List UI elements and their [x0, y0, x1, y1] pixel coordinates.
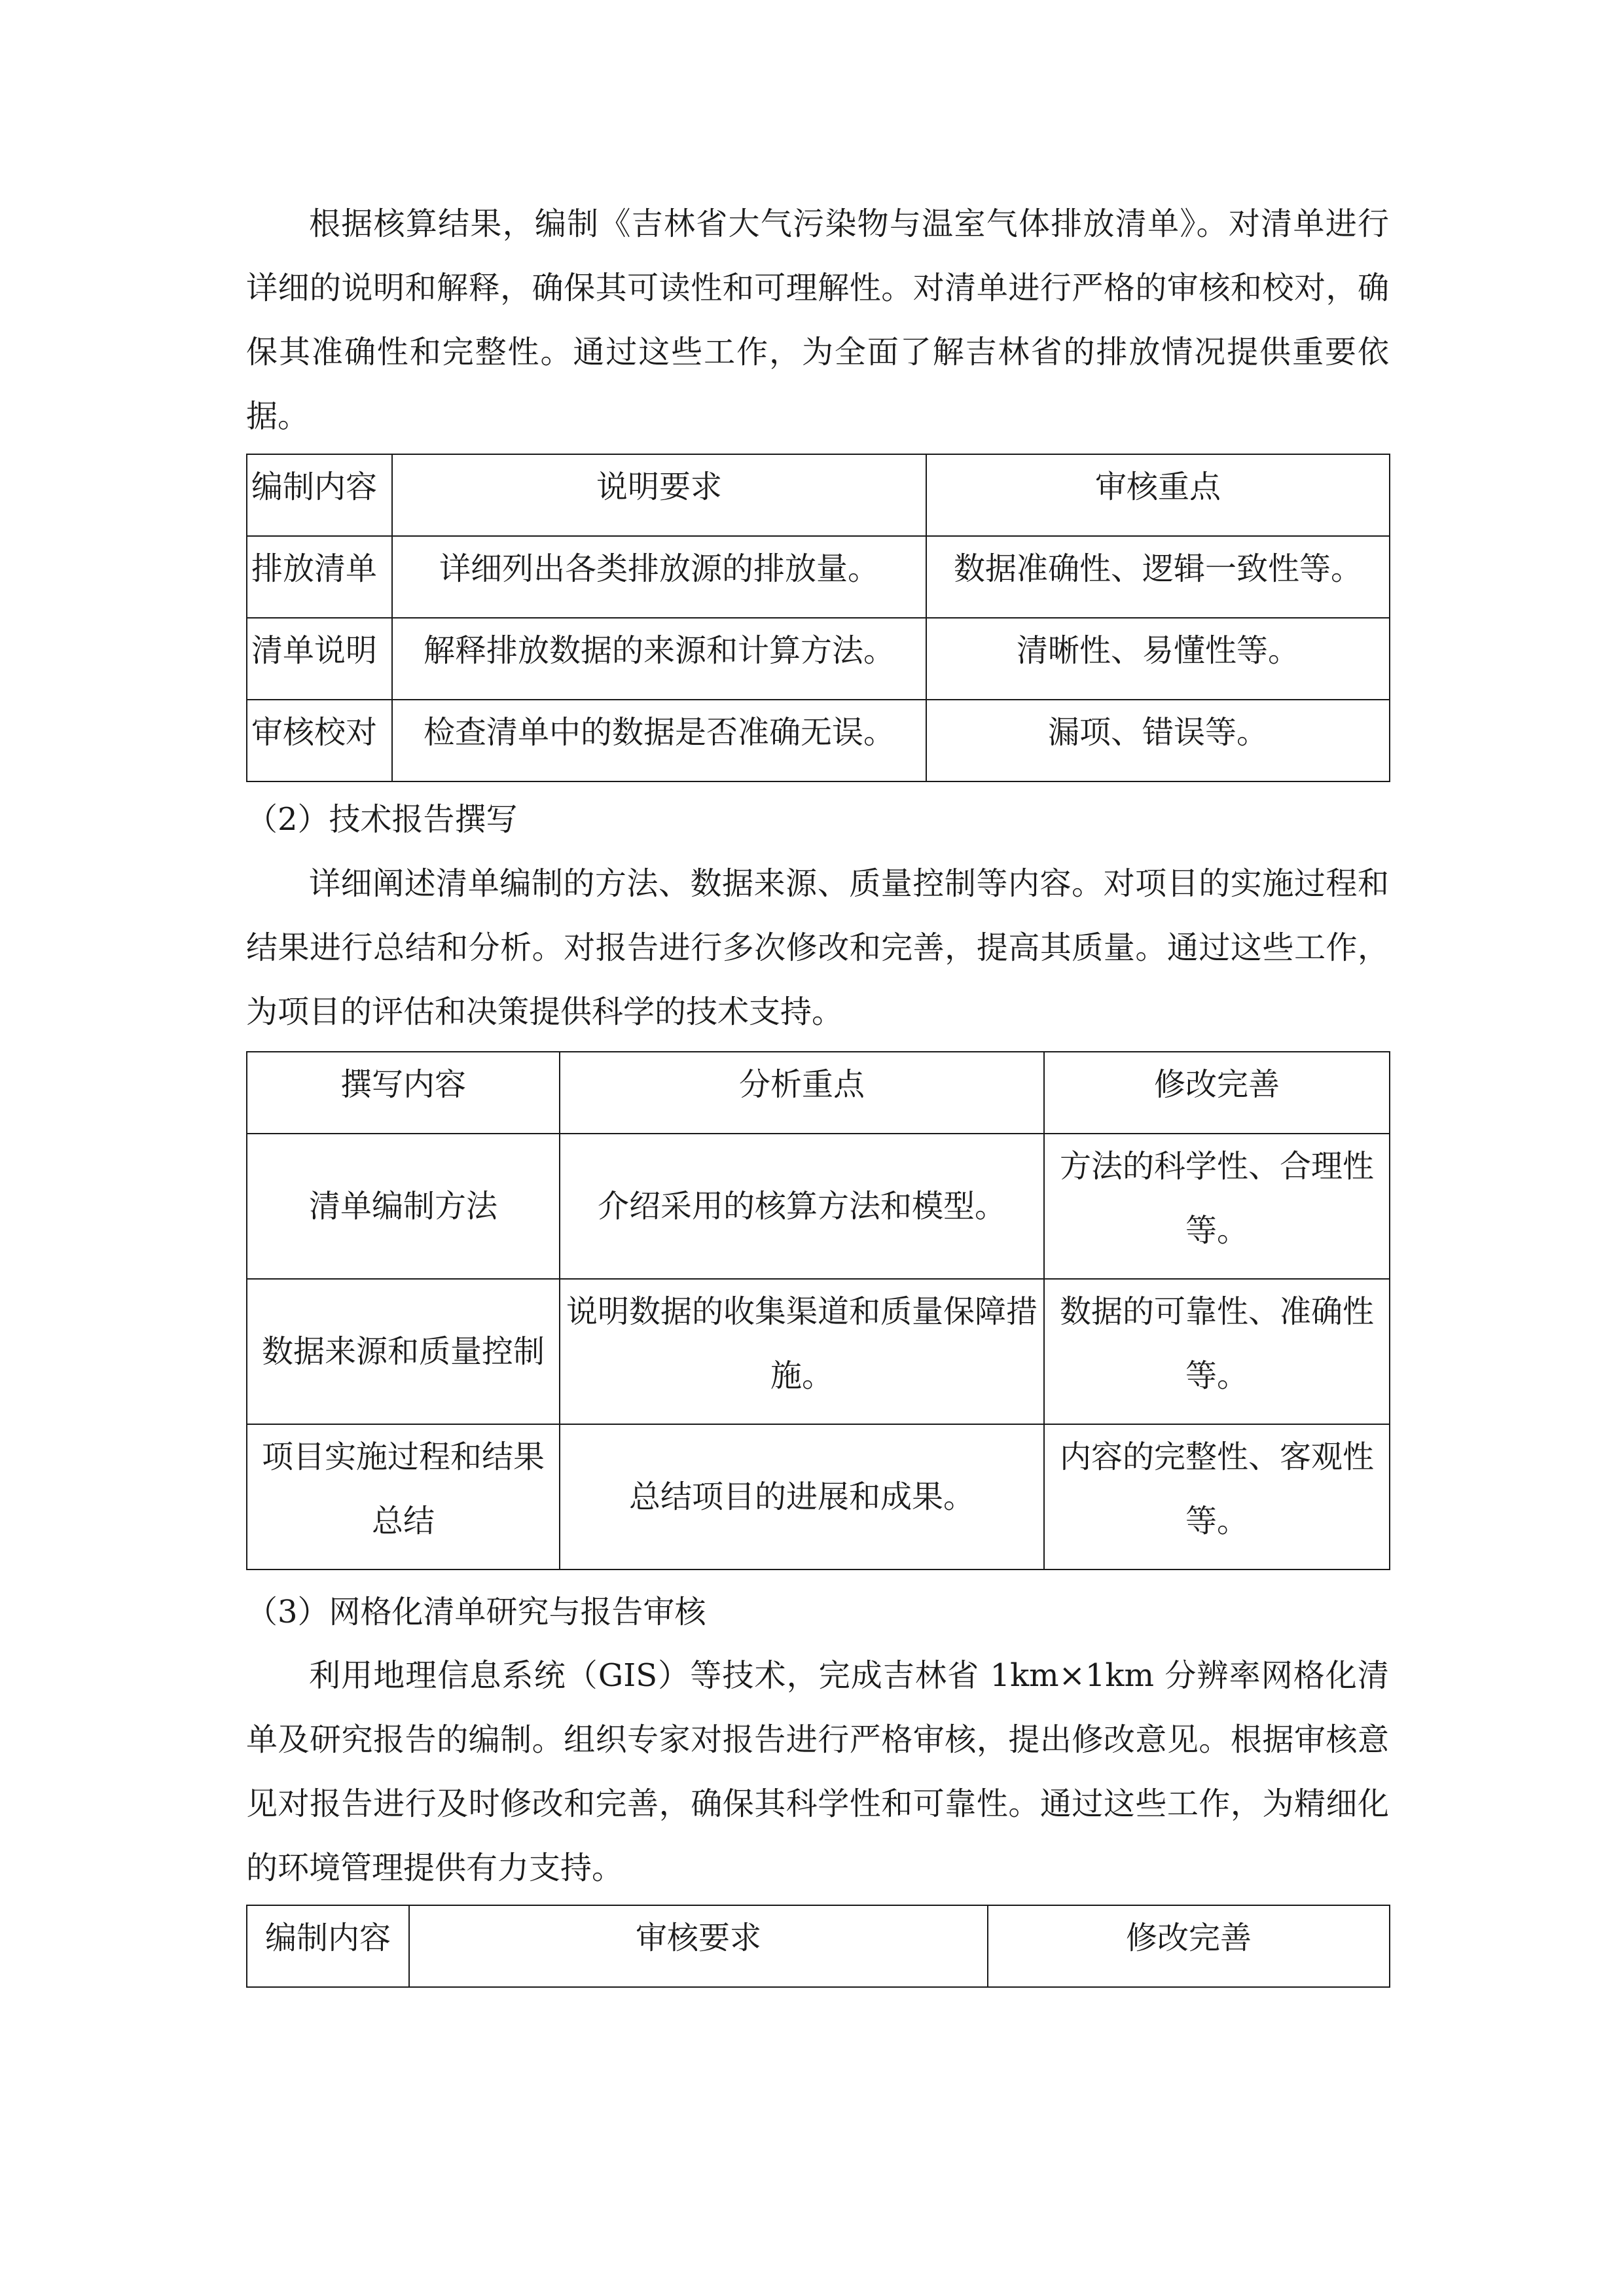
- table-cell: 内容的完整性、客观性等。: [1044, 1424, 1390, 1570]
- section3-paragraph: 利用地理信息系统（GIS）等技术，完成吉林省 1km×1km 分辨率网格化清单及研究报告的编制。组织专家对报告进行严格审核，提出修改意见。根据审核意见对报告进行及时修改和完善，确保其科学性和可靠性。通过这些工作，为精细化的环境管理提供有力支持。: [246, 1657, 1389, 1886]
- table-header-row: [247, 1905, 1390, 1987]
- table-row: [247, 1279, 1390, 1424]
- table-row: [247, 536, 1390, 618]
- table-header-cell: 说明要求: [392, 454, 926, 536]
- table-cell: 解释排放数据的来源和计算方法。: [392, 618, 926, 700]
- table-header-row: [247, 1052, 1390, 1134]
- table-header-cell: 修改完善: [988, 1905, 1390, 1987]
- grid-inventory-table: [246, 1905, 1390, 1988]
- table-cell: 数据来源和质量控制: [247, 1279, 560, 1424]
- table-cell: 检查清单中的数据是否准确无误。: [392, 700, 926, 781]
- table-header-cell: 分析重点: [560, 1052, 1044, 1134]
- table-header-cell: 编制内容: [247, 454, 392, 536]
- table-header-cell: 修改完善: [1044, 1052, 1390, 1134]
- table-header-cell: 审核要求: [409, 1905, 988, 1987]
- table-cell: 方法的科学性、合理性等。: [1044, 1134, 1390, 1279]
- table-cell: 排放清单: [247, 536, 392, 618]
- section1-paragraph: 根据核算结果，编制《吉林省大气污染物与温室气体排放清单》。对清单进行详细的说明和解释，确保其可读性和可理解性。对清单进行严格的审核和校对，确保其准确性和完整性。通过这些工作，为全面了解吉林省的排放情况提供重要依据。: [246, 206, 1389, 435]
- table-cell: 清单编制方法: [247, 1134, 560, 1279]
- table-cell: 总结项目的进展和成果。: [560, 1424, 1044, 1570]
- table-cell: 详细列出各类排放源的排放量。: [392, 536, 926, 618]
- table-cell: 清晰性、易懂性等。: [926, 618, 1390, 700]
- table-cell: 数据准确性、逻辑一致性等。: [926, 536, 1390, 618]
- table-cell: 介绍采用的核算方法和模型。: [560, 1134, 1044, 1279]
- section2-paragraph: 详细阐述清单编制的方法、数据来源、质量控制等内容。对项目的实施过程和结果进行总结和分析。对报告进行多次修改和完善，提高其质量。通过这些工作，为项目的评估和决策提供科学的技术支持。: [246, 865, 1389, 1030]
- table-header-cell: 审核重点: [926, 454, 1390, 536]
- table-header-cell: 撰写内容: [247, 1052, 560, 1134]
- technical-report-table: [246, 1051, 1390, 1570]
- table-row: [247, 700, 1390, 781]
- table-cell: 项目实施过程和结果总结: [247, 1424, 560, 1570]
- table-cell: 清单说明: [247, 618, 392, 700]
- section3-heading: （3）网格化清单研究与报告审核: [246, 1594, 706, 1630]
- section2-heading: （2）技术报告撰写: [246, 801, 518, 838]
- table-row: [247, 1424, 1390, 1570]
- table-row: [247, 618, 1390, 700]
- table-cell: 数据的可靠性、准确性等。: [1044, 1279, 1390, 1424]
- emission-inventory-table: [246, 454, 1390, 782]
- table-cell: 说明数据的收集渠道和质量保障措施。: [560, 1279, 1044, 1424]
- table-header-row: [247, 454, 1390, 536]
- table-row: [247, 1134, 1390, 1279]
- table-cell: 审核校对: [247, 700, 392, 781]
- table-cell: 漏项、错误等。: [926, 700, 1390, 781]
- table-header-cell: 编制内容: [247, 1905, 409, 1987]
